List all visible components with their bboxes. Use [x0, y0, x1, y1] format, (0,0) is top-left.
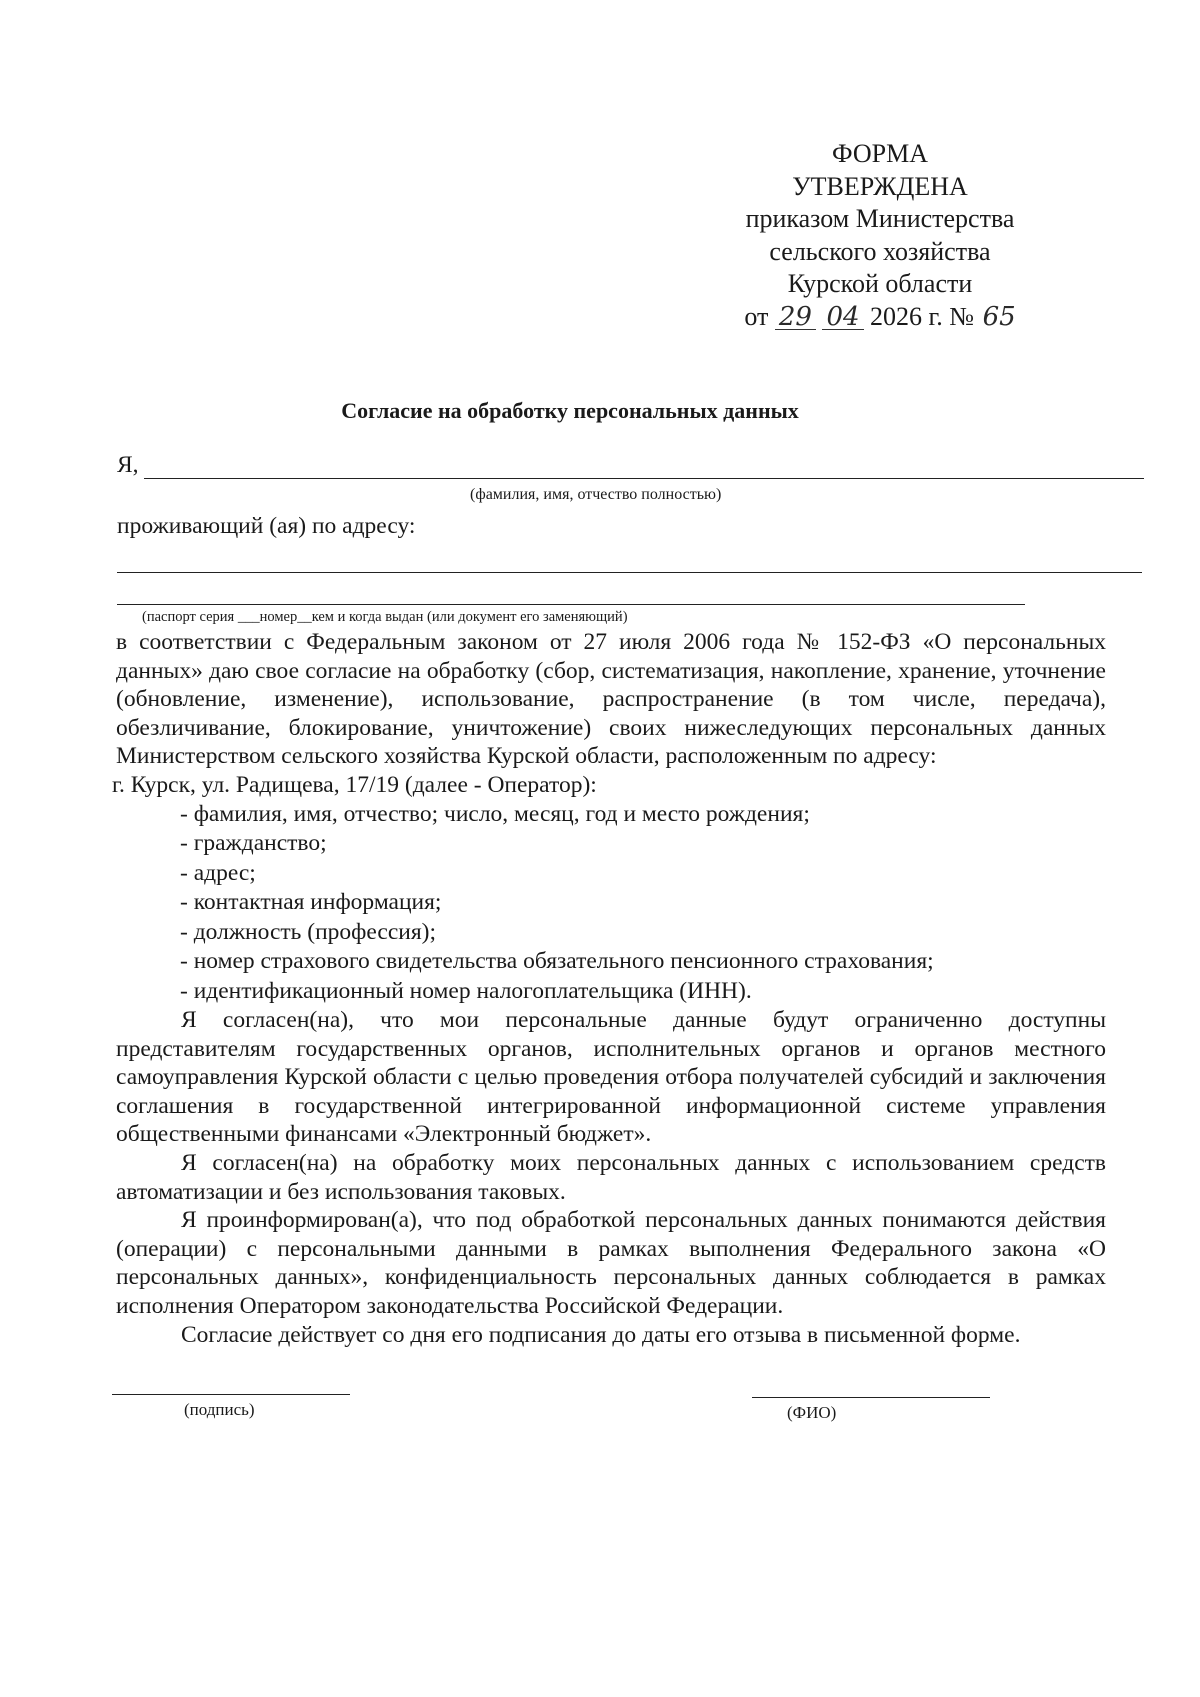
address-underline: [117, 572, 1142, 573]
approval-form-label: ФОРМА: [832, 139, 928, 168]
handwritten-month: 04: [822, 305, 863, 330]
handwritten-day: 29: [775, 305, 816, 330]
i-label: Я,: [117, 452, 139, 478]
passport-hint: (паспорт серия ___номер__кем и когда выдан (или документ его заменяющий): [142, 609, 628, 625]
validity-paragraph: Согласие действует со дня его подписания до даты его отзыва в письменной форме.: [181, 1321, 1021, 1348]
list-item: - идентификационный номер налогоплательщика (ИНН).: [180, 977, 752, 1004]
list-item: - фамилия, имя, отчество; число, месяц, год и место рождения;: [180, 800, 810, 827]
passport-underline: [117, 604, 1025, 605]
approval-approved-label: УТВЕРЖДЕНА: [792, 171, 968, 201]
document-title: Согласие на обработку персональных данных: [341, 398, 799, 423]
fio-hint: (ФИО): [787, 1403, 837, 1422]
list-item: - должность (профессия);: [180, 918, 437, 945]
list-item: - контактная информация;: [180, 889, 442, 916]
approval-order-line: приказом Министерства: [745, 204, 1015, 233]
automation-paragraph: Я согласен(на) на обработку моих персональных данных с использованием средств автоматизации и без использования таковых.: [116, 1150, 1106, 1205]
consent-body: [112, 628, 1106, 1349]
intro-paragraph: в соответствии с Федеральным законом от 27 июля 2006 года № 152-ФЗ «О персональных данных» даю свое согласие на обработку (сбор, систематизация, накопление, хранение, уточнение (обновление, изменение), использование, распространение (в том числе, передача), обезличивание, блокирование, уничтожение) своих нижеследующих персональных данных Министерством сельского хозяйства Курской области, расположенным по адресу:: [116, 629, 1106, 770]
approval-date-line: [700, 301, 1060, 334]
address-label: проживающий (ая) по адресу:: [117, 513, 416, 539]
approval-ministry-line: сельского хозяйства: [769, 236, 991, 266]
operator-address: г. Курск, ул. Радищева, 17/19 (далее - Оператор):: [112, 771, 597, 798]
name-hint: (фамилия, имя, отчество полностью): [470, 486, 722, 503]
year-text: 2026 г. №: [870, 301, 975, 331]
approval-block: [700, 138, 1060, 333]
access-paragraph: Я согласен(на), что мои персональные данные будут ограниченно доступны представителям государственных органов, исполнительных органов и органов местного самоуправления Курской области с целью проведения отбора получателей субсидий и заключения соглашения в государственной интегрированной информационной системе управления общественными финансами «Электронный бюджет».: [116, 1007, 1106, 1148]
signature-underline: [112, 1394, 350, 1395]
list-item: - гражданство;: [180, 830, 327, 857]
approval-region-line: Курской области: [787, 269, 973, 298]
signature-hint: (подпись): [184, 1400, 255, 1419]
date-prefix: от: [744, 301, 769, 331]
list-item: - номер страхового свидетельства обязательного пенсионного страхования;: [180, 948, 934, 975]
handwritten-number: 65: [982, 301, 1016, 332]
personal-data-list: [116, 800, 1106, 1007]
name-underline: [144, 478, 1144, 479]
informed-paragraph: Я проинформирован(а), что под обработкой персональных данных понимаются действия (операции) с персональными данными в рамках выполнения Федерального закона «О персональных данных», конфиденциальность персональных данных соблюдается в рамках исполнения Оператором законодательства Российской Федерации.: [116, 1207, 1106, 1319]
list-item: - адрес;: [180, 859, 256, 886]
fio-underline: [752, 1397, 990, 1398]
